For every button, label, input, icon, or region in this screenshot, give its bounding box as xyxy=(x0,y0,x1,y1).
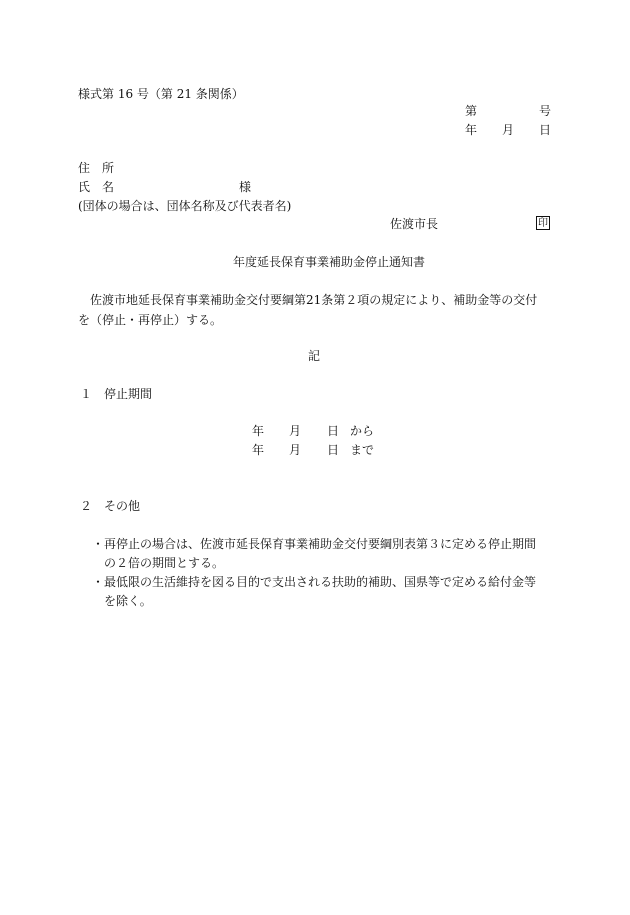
doc-number-prefix: 第 xyxy=(465,104,478,118)
document-title: 年度延長保育事業補助金停止通知書 xyxy=(233,255,426,269)
date-day: 日 xyxy=(539,123,552,137)
doc-number-suffix: 号 xyxy=(539,104,552,118)
to-suffix: まで xyxy=(350,443,375,457)
address-label: 住 所 xyxy=(78,161,115,175)
group-note: (団体の場合は、団体名称及び代表者名) xyxy=(78,199,292,213)
form-number: 様式第 16 号（第 21 条関係） xyxy=(78,87,244,101)
honorific: 様 xyxy=(239,180,252,194)
bullet-1-line-1: ・再停止の場合は、佐渡市延長保育事業補助金交付要綱別表第３に定める停止期間 xyxy=(92,537,537,551)
from-day: 日 xyxy=(327,424,340,438)
body-line-1: 佐渡市地延長保育事業補助金交付要綱第21条第２項の規定により、補助金等の交付 xyxy=(90,293,538,307)
bullet-2-line-1: ・最低限の生活維持を図る目的で支出される扶助的補助、国県等で定める給付金等 xyxy=(92,575,537,589)
ki-label: 記 xyxy=(308,349,321,363)
bullet-1-line-2: の２倍の期間とする。 xyxy=(104,556,225,570)
to-year: 年 xyxy=(252,443,265,457)
section2-heading: ２ その他 xyxy=(80,499,141,513)
to-month: 月 xyxy=(289,443,302,457)
from-suffix: から xyxy=(350,424,375,438)
seal-stamp: 印 xyxy=(538,218,548,229)
date-month: 月 xyxy=(502,123,515,137)
from-month: 月 xyxy=(289,424,302,438)
to-day: 日 xyxy=(327,443,340,457)
bullet-2-line-2: を除く。 xyxy=(104,594,152,608)
section1-heading: １ 停止期間 xyxy=(80,387,153,401)
date-year: 年 xyxy=(465,123,478,137)
sender-title: 佐渡市長 xyxy=(390,217,439,231)
body-line-2: を（停止・再停止）する。 xyxy=(78,313,223,327)
from-year: 年 xyxy=(252,424,265,438)
name-label: 氏 名 xyxy=(78,180,115,194)
